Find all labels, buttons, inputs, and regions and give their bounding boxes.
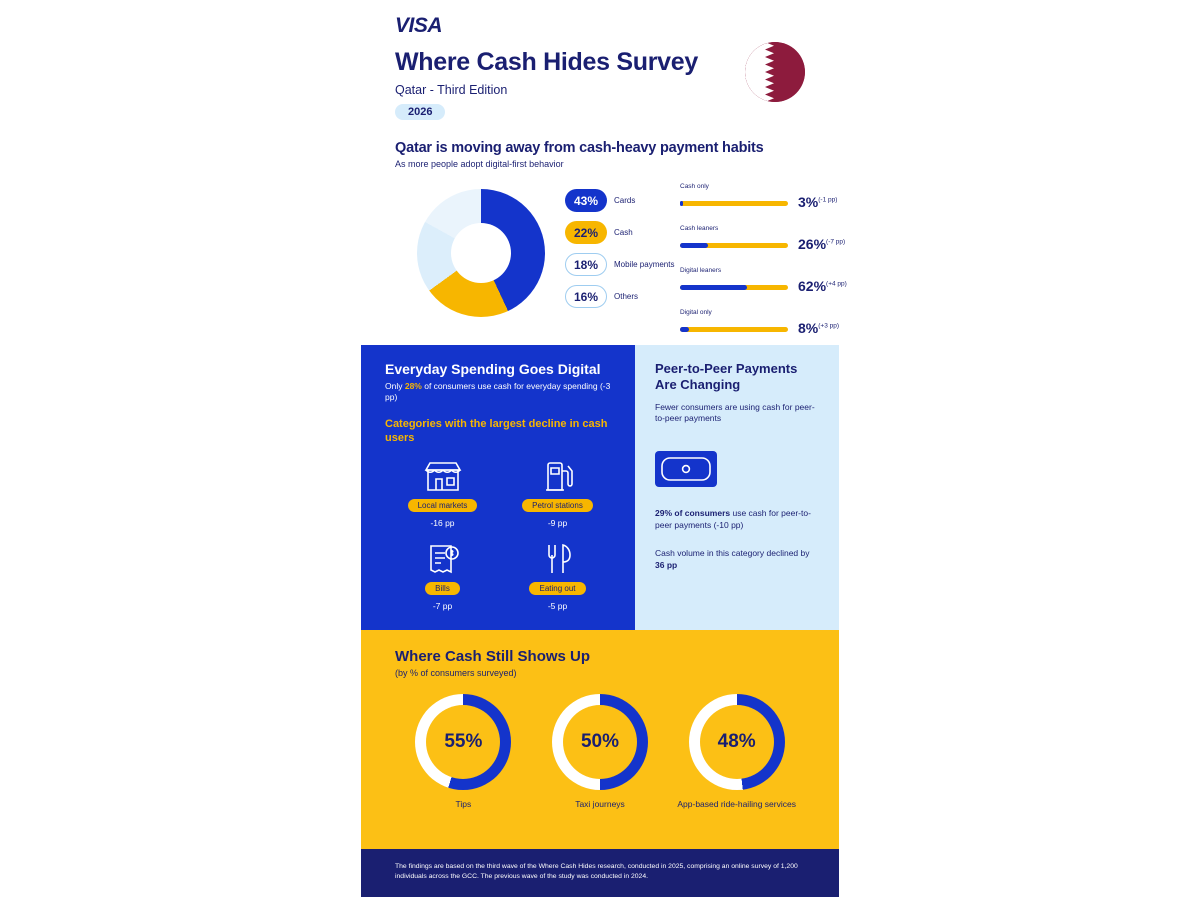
bar-delta-cash-leaners: (-7 pp) — [826, 238, 846, 246]
bar-delta-digital-leaners: (+4 pp) — [826, 280, 847, 288]
category-label-petrol-stations: Petrol stations — [522, 499, 593, 512]
bar-track-cash-only — [680, 194, 838, 210]
donut-ring — [417, 189, 545, 317]
ring-value-ride-hailing: 48% — [700, 705, 774, 779]
p2p-stat-1-rest: use cash for peer-to-peer payments (-10 pp) — [655, 508, 811, 531]
legend-label-mobile-payments: Mobile payments — [614, 259, 675, 269]
category-value-eating-out: -5 pp — [547, 601, 568, 612]
p2p-panel — [635, 345, 839, 630]
section-payment-habits — [361, 120, 847, 336]
footnote: The findings are based on the third wave of the Where Cash Hides research, conducted in 2025, comprising an online survey of 1,200 individuals across the GCC. The previous wave of the study was conducted in 2024. — [361, 849, 839, 897]
bar-track-digital-leaners — [680, 278, 847, 294]
bar-fill-digital-only — [680, 327, 689, 332]
cutlery-plate-icon — [500, 540, 615, 576]
bar-label-digital-only: Digital only — [680, 309, 712, 316]
p2p-heading: Peer-to-Peer Payments Are Changing — [655, 361, 798, 393]
ring-chart-tips — [415, 694, 511, 790]
ring-value-tips: 55% — [426, 705, 500, 779]
everyday-lead — [385, 381, 615, 404]
category-value-bills: -7 pp — [432, 601, 453, 612]
header — [361, 0, 839, 120]
p2p-stat-2-bold: 36 pp — [655, 559, 678, 570]
legend-item-cards — [565, 189, 675, 212]
category-eating-out — [500, 540, 615, 611]
qatar-flag-icon — [745, 42, 805, 102]
bar-value-cash-leaners: 26%$^{(-7 pp)}$ — [798, 236, 846, 252]
bar-delta-cash-only: (-1 pp) — [818, 196, 838, 204]
legend-label-cards: Cards — [614, 195, 636, 205]
bar-label-digital-leaners: Digital leaners — [680, 267, 722, 274]
ring-item-tips — [395, 694, 532, 810]
qatar-flag-svg — [745, 42, 805, 102]
legend-item-cash — [565, 221, 675, 244]
section1-heading: Qatar is moving away from cash-heavy payment habits — [395, 140, 764, 156]
payment-mix-donut-chart — [417, 189, 545, 317]
category-label-local-markets: Local markets — [408, 499, 478, 512]
legend-value-mobile-payments: 18% — [565, 253, 607, 276]
bar-value-digital-only: 8%$^{(+3 pp)}$ — [798, 320, 840, 336]
bill-invoice-icon — [385, 540, 500, 576]
ring-chart-taxi-journeys — [552, 694, 648, 790]
bar-value-cash-only: 3%$^{(-1 pp)}$ — [798, 194, 838, 210]
section3-rings — [395, 694, 839, 810]
bar-fill-cash-leaners — [680, 243, 708, 248]
legend-label-others: Others — [614, 291, 639, 301]
bar-fill-cash-only — [680, 201, 683, 206]
segments-bar-chart — [680, 183, 860, 351]
category-value-petrol-stations: -9 pp — [547, 518, 568, 529]
category-bills — [385, 540, 500, 611]
bar-label-cash-only: Cash only — [680, 183, 709, 190]
bar-track-cash-leaners — [680, 236, 846, 252]
p2p-stat-2 — [655, 548, 817, 572]
decline-category-grid — [385, 457, 615, 611]
legend-value-cards: 43% — [565, 189, 607, 212]
banknote-icon — [655, 451, 817, 492]
p2p-stat-1 — [655, 508, 817, 532]
ring-value-taxi-journeys: 50% — [563, 705, 637, 779]
ring-item-taxi-journeys — [532, 694, 669, 810]
bar-value-digital-leaners: 62%$^{(+4 pp)}$ — [798, 278, 847, 294]
category-label-bills: Bills — [425, 582, 460, 595]
everyday-subheading: Categories with the largest decline in cash users — [385, 417, 608, 444]
legend-item-mobile-payments — [565, 253, 675, 276]
bar-row-digital-leaners — [680, 267, 860, 297]
everyday-spending-panel — [361, 345, 635, 630]
ring-item-ride-hailing — [668, 694, 805, 810]
bar-delta-digital-only: (+3 pp) — [818, 322, 840, 330]
section-where-cash-shows-up — [361, 630, 839, 849]
bar-track-digital-only — [680, 320, 840, 336]
bar-row-cash-only — [680, 183, 860, 213]
category-petrol-stations — [500, 457, 615, 528]
p2p-paragraph: Fewer consumers are using cash for peer-to-peer payments — [655, 401, 815, 424]
category-local-markets — [385, 457, 500, 528]
p2p-stat-1-bold: 29% of consumers — [655, 508, 731, 519]
legend-label-cash: Cash — [614, 227, 633, 237]
category-label-eating-out: Eating out — [529, 582, 585, 595]
ring-chart-ride-hailing — [689, 694, 785, 790]
everyday-lead-highlight: 28% — [404, 381, 422, 391]
everyday-heading: Everyday Spending Goes Digital — [385, 361, 601, 377]
ring-label-ride-hailing: App-based ride-hailing services — [677, 799, 796, 809]
page-title: Where Cash Hides Survey — [395, 48, 698, 76]
year-badge: 2026 — [395, 104, 445, 120]
bar-fill-digital-leaners — [680, 285, 747, 290]
ring-label-taxi-journeys: Taxi journeys — [575, 799, 625, 809]
page-subtitle: Qatar - Third Edition — [395, 83, 508, 97]
fuel-pump-icon — [500, 457, 615, 493]
infographic — [361, 0, 847, 901]
everyday-lead-post: of consumers use cash for everyday spending (-3 pp) — [385, 381, 611, 403]
legend-value-others: 16% — [565, 285, 607, 308]
bar-label-cash-leaners: Cash leaners — [680, 225, 719, 232]
legend-value-cash: 22% — [565, 221, 607, 244]
legend-item-others — [565, 285, 675, 308]
section3-heading: Where Cash Still Shows Up — [395, 648, 591, 665]
payment-mix-legend — [565, 189, 675, 317]
p2p-stat-2-pre: Cash volume in this category declined by — [655, 548, 810, 559]
section3-subheading: (by % of consumers surveyed) — [395, 668, 517, 678]
ring-label-tips: Tips — [455, 799, 472, 809]
everyday-lead-pre: Only — [385, 381, 405, 391]
bar-row-cash-leaners — [680, 225, 860, 255]
bar-row-digital-only — [680, 309, 860, 339]
section-everyday-and-p2p — [361, 345, 839, 630]
section1-charts — [395, 183, 847, 336]
market-stall-icon — [385, 457, 500, 493]
category-value-local-markets: -16 pp — [430, 518, 455, 529]
visa-logo: VISA — [395, 14, 443, 37]
section1-subheading: As more people adopt digital-first behavior — [395, 159, 564, 169]
